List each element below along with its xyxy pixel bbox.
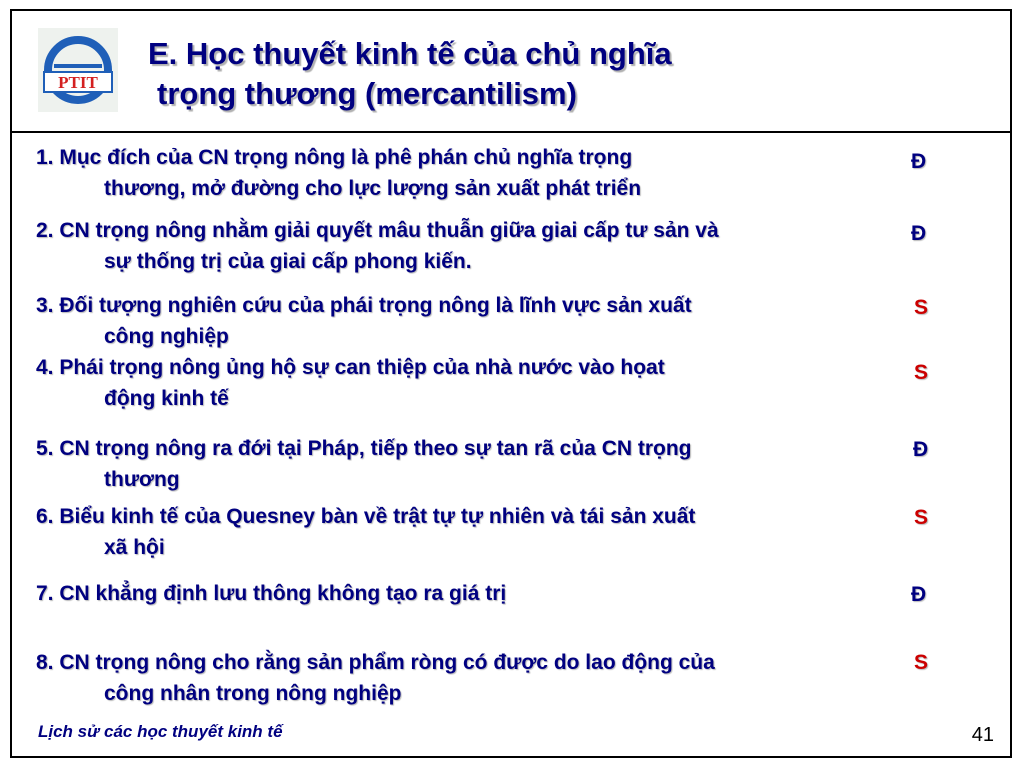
question-1-line-1: 1. Mục đích của CN trọng nông là phê phán chủ nghĩa trọng xyxy=(36,146,633,169)
question-7-line-1: 7. CN khẳng định lưu thông không tạo ra giá trị xyxy=(36,582,507,605)
answer-6: S xyxy=(914,506,929,529)
answer-7: Đ xyxy=(911,583,927,606)
question-8 xyxy=(36,647,896,709)
question-6 xyxy=(36,501,896,563)
question-2-line-2: sự thống trị của giai cấp phong kiến. xyxy=(104,250,472,273)
page-number: 41 xyxy=(971,724,994,746)
question-4-line-2: động kinh tế xyxy=(104,387,229,410)
answer-5: Đ xyxy=(913,438,929,461)
question-8-line-2: công nhân trong nông nghiệp xyxy=(104,682,402,705)
answer-3: S xyxy=(914,296,929,319)
answer-2: Đ xyxy=(911,222,927,245)
header-divider xyxy=(10,131,1012,133)
question-6-line-1: 6. Biểu kinh tế của Quesney bàn về trật tự tự nhiên và tái sản xuất xyxy=(36,505,696,528)
question-4 xyxy=(36,352,896,414)
question-1-line-2: thương, mở đường cho lực lượng sản xuất phát triển xyxy=(104,177,642,200)
question-4-line-1: 4. Phái trọng nông ủng hộ sự can thiệp của nhà nước vào họat xyxy=(36,356,665,379)
answer-1: Đ xyxy=(911,150,927,173)
question-6-line-2: xã hội xyxy=(104,536,165,559)
question-2-line-1: 2. CN trọng nông nhằm giải quyết mâu thuẫn giữa giai cấp tư sản và xyxy=(36,219,719,242)
answer-8: S xyxy=(914,651,929,674)
question-1 xyxy=(36,142,896,204)
answer-4: S xyxy=(914,361,929,384)
ptit-logo xyxy=(38,28,118,112)
question-8-line-1: 8. CN trọng nông cho rằng sản phẩm ròng có được do lao động của xyxy=(36,651,715,674)
title-line-1: E. Học thuyết kinh tế của chủ nghĩa xyxy=(148,36,672,71)
question-3 xyxy=(36,290,896,352)
question-3-line-1: 3. Đối tượng nghiên cứu của phái trọng nông là lĩnh vực sản xuất xyxy=(36,294,692,317)
question-3-line-2: công nghiệp xyxy=(104,325,229,348)
title-line-2: trọng thương (mercantilism) xyxy=(157,76,577,111)
question-5 xyxy=(36,433,896,495)
question-2 xyxy=(36,215,896,277)
question-7 xyxy=(36,578,896,609)
question-5-line-1: 5. CN trọng nông ra đới tại Pháp, tiếp theo sự tan rã của CN trọng xyxy=(36,437,692,460)
logo-text: PTIT xyxy=(58,73,98,92)
slide-title xyxy=(148,34,672,114)
question-5-line-2: thương xyxy=(104,468,180,491)
footer-course-title: Lịch sử các học thuyết kinh tế xyxy=(38,722,283,741)
